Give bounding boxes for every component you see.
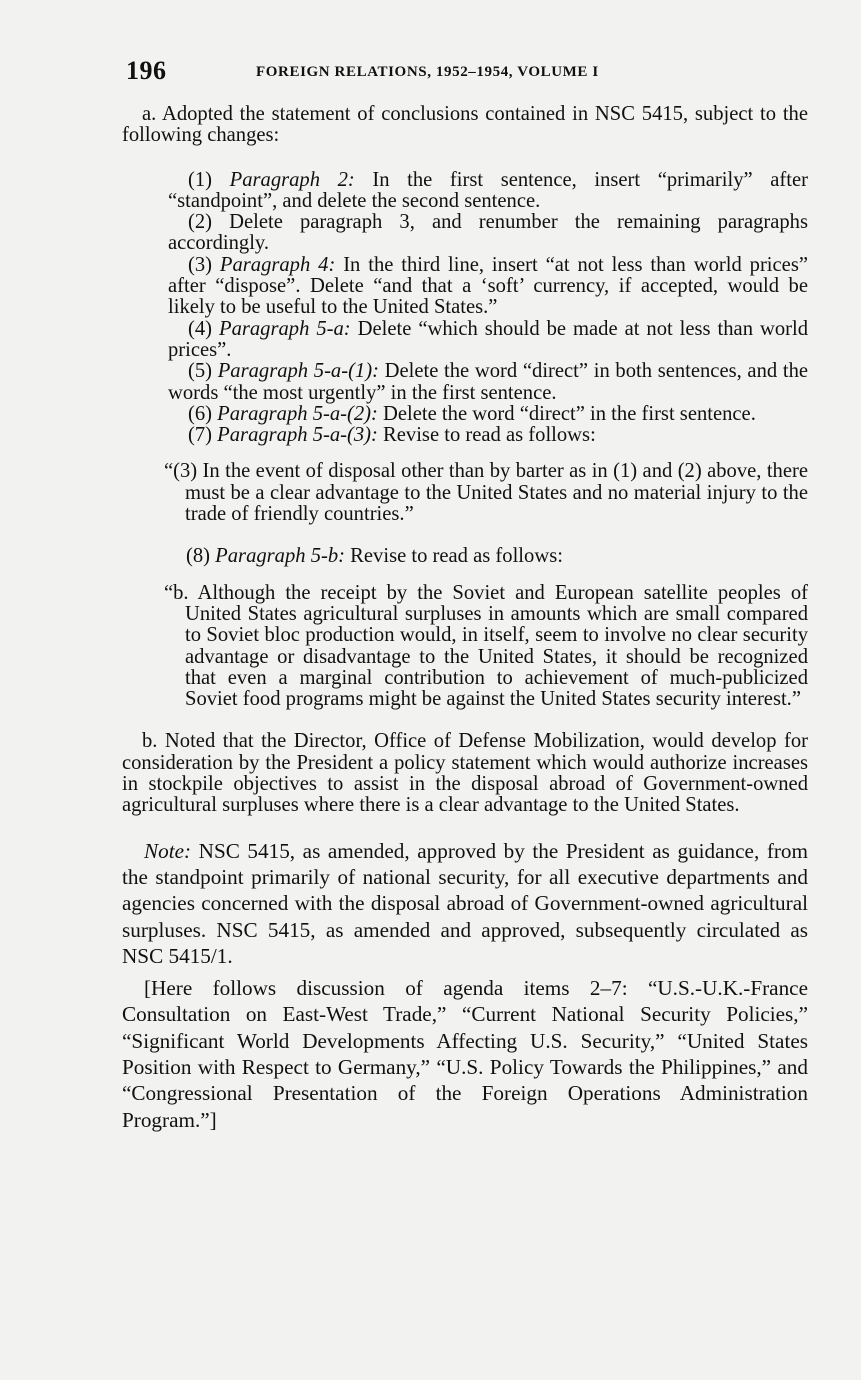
change-item-8 xyxy=(164,546,808,567)
change-item-4 xyxy=(168,319,808,362)
change-number: (1) xyxy=(188,168,230,191)
change-label: Paragraph 2: xyxy=(229,168,355,191)
change-text: Delete “which should be made at not less than world prices”. xyxy=(168,317,808,361)
note-label: Note: xyxy=(144,838,192,863)
change-number: (2) xyxy=(188,211,230,234)
change-text: Delete the word “direct” in the first sentence. xyxy=(377,402,756,425)
change-item-2 xyxy=(168,212,808,255)
change-item-7 xyxy=(168,425,808,446)
change-label: Paragraph 5-a-(3): xyxy=(217,424,378,447)
running-head: FOREIGN RELATIONS, 1952–1954, VOLUME I xyxy=(256,64,599,80)
change-number: (8) xyxy=(186,545,216,568)
change-number: (6) xyxy=(188,402,218,425)
quoted-paragraph-3: “(3) In the event of disposal other than by barter as in (1) and (2) above, there must be a clear advantage to the United States and no material injury to the trade of friendly countries.” xyxy=(164,460,808,526)
page-header xyxy=(126,56,806,92)
change-number: (4) xyxy=(188,317,219,340)
change-text: Revise to read as follows: xyxy=(377,424,596,447)
note-paragraph xyxy=(122,838,808,969)
paragraph-b: b. Noted that the Director, Office of Defense Mobilization, would develop for consideration by the President a policy statement which would authorize increases in stockpile objectives to assist in the disposal abroad of Government-owned agricultural surpluses where there is a clear advantage to the United States. xyxy=(122,730,808,817)
paragraph-a: a. Adopted the statement of conclusions contained in NSC 5415, subject to the following changes: xyxy=(122,103,808,147)
change-text: Delete paragraph 3, and renumber the remaining paragraphs accordingly. xyxy=(168,211,808,255)
editorial-note: [Here follows discussion of agenda items 2–7: “U.S.-U.K.-France Consultation on East-West Trade,” “Current National Security Policies,” “Significant World Developments Affecting U.S. Security,” “United States Position with Respect to Germany,” “U.S. Policy Towards the Philippines,” and “Congressional Presentation of the Foreign Operations Administration Program.”] xyxy=(122,976,808,1132)
change-item-3 xyxy=(168,255,808,319)
change-label: Paragraph 4: xyxy=(219,253,336,276)
change-number: (3) xyxy=(188,253,220,276)
change-text: In the third line, insert “at not less than world prices” after “dispose”. Delete “and that a ‘soft’ currency, if accepted, would be likely to be useful to the United States.” xyxy=(168,253,808,319)
change-label: Paragraph 5-b: xyxy=(215,545,346,568)
change-item-1 xyxy=(168,170,808,213)
change-label: Paragraph 5-a-(2): xyxy=(217,402,378,425)
change-item-5 xyxy=(168,361,808,404)
document-body xyxy=(122,104,808,1133)
page-number: 196 xyxy=(126,56,167,85)
change-list xyxy=(122,170,808,447)
quoted-paragraph-b: “b. Although the receipt by the Soviet and European satellite peoples of United States agricultural surpluses in amounts which are small compared to Soviet bloc production would, in itself, seem to involve no clear security advantage or disadvantage to the United States, it should be recognized that even a marginal contribution to achievement of much-publicized Soviet food programs might be against the United States security interest.” xyxy=(164,581,808,711)
change-text: In the first sentence, insert “primarily” after “standpoint”, and delete the second sentence. xyxy=(168,168,808,212)
change-label: Paragraph 5-a-(1): xyxy=(217,360,379,383)
change-number: (7) xyxy=(188,424,218,447)
note-text: NSC 5415, as amended, approved by the President as guidance, from the standpoint primarily of national security, for all executive departments and agencies concerned with the disposal abroad of Government-owned agricultural surpluses. NSC 5415, as amended and approved, subsequently circulated as NSC 5415/1. xyxy=(122,838,808,968)
change-text: Revise to read as follows: xyxy=(345,545,563,568)
change-text: Delete the word “direct” in both sentences, and the words “the most urgently” in the first sentence. xyxy=(168,360,809,404)
change-label: Paragraph 5-a: xyxy=(218,317,351,340)
change-number: (5) xyxy=(188,360,218,383)
change-item-6 xyxy=(168,404,808,425)
